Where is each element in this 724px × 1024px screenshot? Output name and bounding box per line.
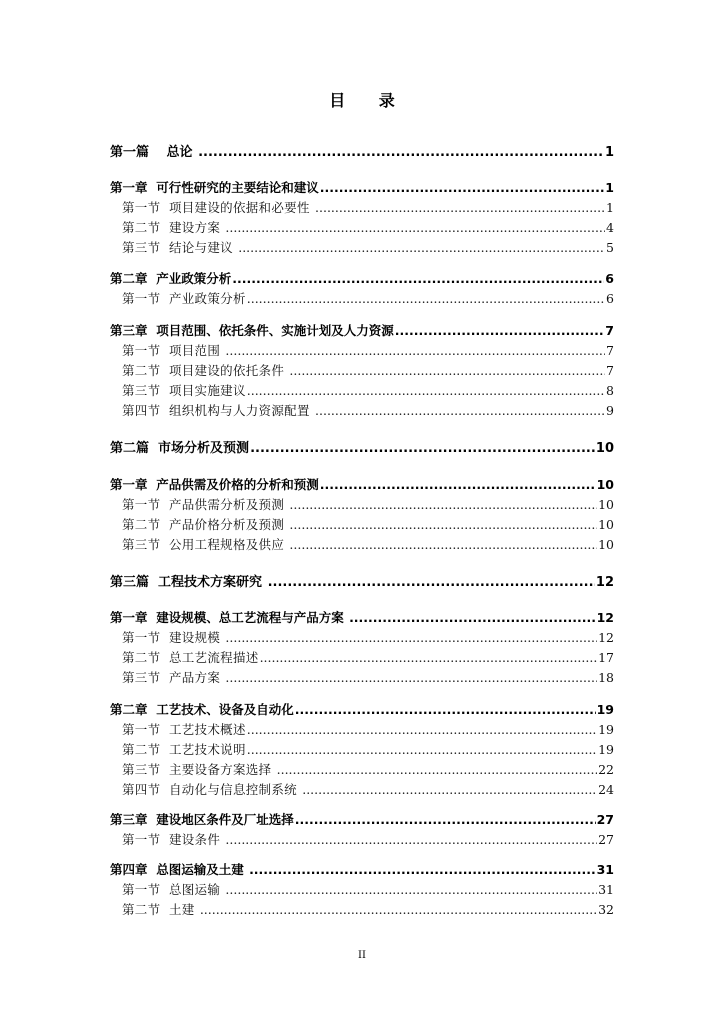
toc-entry-page-number: 10 xyxy=(598,537,614,552)
dot-leader xyxy=(200,901,597,919)
toc-entry-section[interactable] xyxy=(110,219,614,237)
dot-leader xyxy=(349,609,596,627)
page-number-footer: II xyxy=(358,950,366,961)
toc-entry-label: 第一节 总图运输 xyxy=(122,882,225,897)
toc-entry-chapter[interactable] xyxy=(110,701,614,719)
toc-entry-page-number: 24 xyxy=(598,782,614,797)
toc-entry-label: 第四章 总图运输及土建 xyxy=(110,862,249,877)
toc-entry-label: 第二节 建设方案 xyxy=(122,220,225,235)
toc-entry-page-number: 12 xyxy=(598,630,614,645)
toc-entry-page-number: 10 xyxy=(598,517,614,532)
toc-entry-label: 第三节 产品方案 xyxy=(122,670,225,685)
toc-entry-section[interactable] xyxy=(110,761,614,779)
toc-entry-page-number: 7 xyxy=(606,343,614,358)
toc-entry-page-number: 7 xyxy=(605,323,614,338)
toc-entry-label: 第三篇 工程技术方案研究 xyxy=(110,575,267,590)
dot-leader xyxy=(225,342,605,360)
toc-entry-label: 第一节 工艺技术概述 xyxy=(122,722,246,737)
dot-leader xyxy=(247,290,605,308)
toc-entry-part[interactable] xyxy=(110,574,614,592)
toc-entry-label: 第一章 产品供需及价格的分析和预测 xyxy=(110,477,319,492)
toc-entry-chapter[interactable] xyxy=(110,861,614,879)
toc-entry-chapter[interactable] xyxy=(110,609,614,627)
toc-entry-label: 第一节 建设规模 xyxy=(122,630,225,645)
toc-entry-chapter[interactable] xyxy=(110,322,614,340)
toc-entry-label: 第四节 自动化与信息控制系统 xyxy=(122,782,302,797)
toc-entry-page-number: 19 xyxy=(596,702,614,717)
toc-entry-page-number: 12 xyxy=(596,610,614,625)
toc-entry-label: 第三节 公用工程规格及供应 xyxy=(122,537,289,552)
toc-entry-page-number: 1 xyxy=(605,180,614,195)
toc-entry-label: 第二章 工艺技术、设备及自动化 xyxy=(110,702,294,717)
dot-leader xyxy=(277,761,597,779)
toc-entry-page-number: 10 xyxy=(595,441,614,456)
toc-entry-label: 第一节 建设条件 xyxy=(122,832,225,847)
toc-entry-label: 第三章 项目范围、依托条件、实施计划及人力资源 xyxy=(110,323,394,338)
dot-leader xyxy=(320,179,605,197)
toc-entry-page-number: 9 xyxy=(606,403,614,418)
toc-entry-page-number: 27 xyxy=(598,832,614,847)
toc-entry-section[interactable] xyxy=(110,721,614,739)
toc-entry-label: 第三节 结论与建议 xyxy=(122,240,238,255)
dot-leader xyxy=(289,536,597,554)
dot-leader xyxy=(250,440,595,458)
toc-entry-label: 第二节 产品价格分析及预测 xyxy=(122,517,289,532)
toc-entry-label: 第三节 项目实施建议 xyxy=(122,383,246,398)
toc-entry-page-number: 31 xyxy=(598,882,614,897)
dot-leader xyxy=(198,144,604,162)
toc-entry-page-number: 22 xyxy=(598,762,614,777)
toc-entry-section[interactable] xyxy=(110,382,614,400)
toc-entry-section[interactable] xyxy=(110,342,614,360)
toc-entry-label: 第四节 组织机构与人力资源配置 xyxy=(122,403,315,418)
toc-entry-section[interactable] xyxy=(110,901,614,919)
toc-entry-section[interactable] xyxy=(110,496,614,514)
dot-leader xyxy=(249,861,596,879)
toc-entry-label: 第一节 项目范围 xyxy=(122,343,225,358)
dot-leader xyxy=(247,721,597,739)
toc-entry-page-number: 4 xyxy=(606,220,614,235)
toc-entry-label: 第一节 产业政策分析 xyxy=(122,291,246,306)
dot-leader xyxy=(247,741,597,759)
dot-leader xyxy=(295,701,596,719)
toc-entry-section[interactable] xyxy=(110,239,614,257)
dot-leader xyxy=(225,629,597,647)
toc-entry-part[interactable] xyxy=(110,440,614,458)
toc-entry-label: 第一节 项目建设的依据和必要性 xyxy=(122,200,315,215)
toc-entry-section[interactable] xyxy=(110,629,614,647)
dot-leader xyxy=(225,669,597,687)
toc-entry-page-number: 19 xyxy=(598,742,614,757)
dot-leader xyxy=(247,382,605,400)
toc-entry-section[interactable] xyxy=(110,402,614,420)
dot-leader xyxy=(302,781,597,799)
toc-entry-label: 第一节 产品供需分析及预测 xyxy=(122,497,289,512)
toc-entry-section[interactable] xyxy=(110,741,614,759)
dot-leader xyxy=(315,402,605,420)
dot-leader xyxy=(260,649,598,667)
page-title: 目 录 xyxy=(329,91,409,110)
toc-entry-label: 第一章 建设规模、总工艺流程与产品方案 xyxy=(110,610,349,625)
toc-entry-page-number: 10 xyxy=(596,477,614,492)
toc-entry-section[interactable] xyxy=(110,362,614,380)
toc-entry-page-number: 6 xyxy=(606,291,614,306)
dot-leader xyxy=(320,476,596,494)
toc-entry-chapter[interactable] xyxy=(110,811,614,829)
toc-entry-label: 第一章 可行性研究的主要结论和建议 xyxy=(110,180,319,195)
toc-entry-page-number: 5 xyxy=(606,240,614,255)
toc-entry-section[interactable] xyxy=(110,536,614,554)
toc-entry-page-number: 32 xyxy=(598,902,614,917)
toc-entry-section[interactable] xyxy=(110,649,614,667)
toc-entry-label: 第三节 主要设备方案选择 xyxy=(122,762,276,777)
dot-leader xyxy=(289,362,605,380)
toc-entry-page-number: 18 xyxy=(598,670,614,685)
toc-entry-label: 第二节 总工艺流程描述 xyxy=(122,650,259,665)
dot-leader xyxy=(289,496,597,514)
toc-entry-label: 第二节 工艺技术说明 xyxy=(122,742,246,757)
toc-entry-label: 第二章 产业政策分析 xyxy=(110,271,232,286)
toc-entry-section[interactable] xyxy=(110,290,614,308)
toc-entry-label: 第二节 土建 xyxy=(122,902,199,917)
dot-leader xyxy=(225,831,597,849)
toc-entry-page-number: 10 xyxy=(598,497,614,512)
toc-entry-label: 第一篇 总论 xyxy=(110,145,198,160)
toc-entry-label: 第二节 项目建设的依托条件 xyxy=(122,363,289,378)
toc-entry-section[interactable] xyxy=(110,781,614,799)
toc-entry-chapter[interactable] xyxy=(110,476,614,494)
dot-leader xyxy=(268,574,595,592)
dot-leader xyxy=(225,881,597,899)
toc-entry-page-number: 1 xyxy=(606,200,614,215)
toc-entry-page-number: 17 xyxy=(598,650,614,665)
dot-leader xyxy=(232,270,604,288)
dot-leader xyxy=(295,811,596,829)
toc-entry-section[interactable] xyxy=(110,199,614,217)
toc-entry-part[interactable] xyxy=(110,144,614,162)
dot-leader xyxy=(238,239,605,257)
toc-entry-section[interactable] xyxy=(110,669,614,687)
toc-entry-chapter[interactable] xyxy=(110,270,614,288)
toc-entry-section[interactable] xyxy=(110,516,614,534)
toc-entry-page-number: 12 xyxy=(595,575,614,590)
dot-leader xyxy=(395,322,605,340)
toc-entry-page-number: 1 xyxy=(604,145,614,160)
toc-entry-page-number: 31 xyxy=(596,862,614,877)
toc-entry-section[interactable] xyxy=(110,831,614,849)
toc-entry-label: 第二篇 市场分析及预测 xyxy=(110,441,250,456)
dot-leader xyxy=(289,516,597,534)
toc-entry-label: 第三章 建设地区条件及厂址选择 xyxy=(110,812,294,827)
dot-leader xyxy=(315,199,605,217)
toc-entry-page-number: 27 xyxy=(596,812,614,827)
toc-entry-page-number: 6 xyxy=(605,271,614,286)
toc-entry-chapter[interactable] xyxy=(110,179,614,197)
toc-entry-page-number: 7 xyxy=(606,363,614,378)
toc-entry-section[interactable] xyxy=(110,881,614,899)
toc-entry-page-number: 19 xyxy=(598,722,614,737)
dot-leader xyxy=(225,219,605,237)
toc-entry-page-number: 8 xyxy=(606,383,614,398)
